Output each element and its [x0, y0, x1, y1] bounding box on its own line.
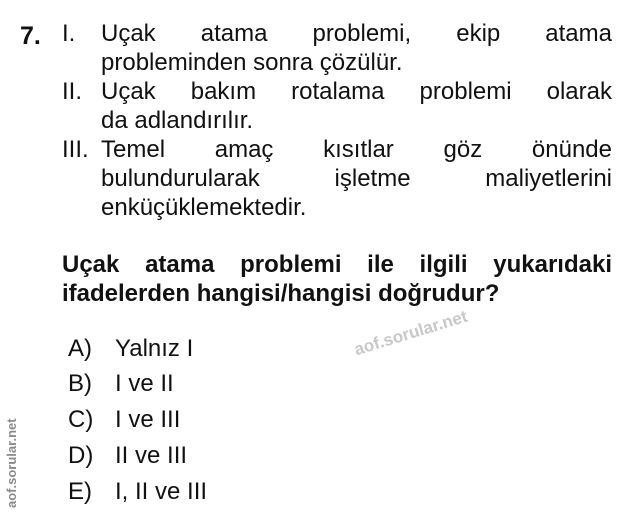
option-b[interactable] [68, 369, 174, 398]
center-watermark: aof.sorular.net [352, 306, 470, 360]
option-d-text: II ve III [115, 442, 188, 469]
option-a[interactable] [68, 334, 193, 363]
statement-2-text [101, 77, 612, 135]
statement-1-text [101, 19, 612, 77]
statement-2-line-2: da adlandırılır. [101, 107, 254, 134]
option-e[interactable] [68, 477, 207, 506]
statement-1-line-2: probleminden sonra çözülür. [101, 49, 403, 76]
option-c-letter: C) [68, 406, 94, 433]
side-watermark: aof.sorular.net [4, 418, 19, 508]
statement-3-line-1: Temel amaç kısıtlar göz önünde [101, 136, 612, 163]
question-stem [62, 250, 612, 308]
question-stem-line-1: Uçak atama problemi ile ilgili yukarıdaki [62, 251, 612, 278]
option-b-letter: B) [68, 370, 92, 397]
option-b-text: I ve II [115, 370, 174, 397]
question-number: 7. [20, 22, 41, 50]
statement-3-line-2: bulundurularak işletme maliyetlerini [101, 165, 612, 192]
option-d-letter: D) [68, 442, 94, 469]
option-c[interactable] [68, 405, 180, 434]
option-e-text: I, II ve III [115, 478, 208, 505]
statement-1-line-1: Uçak atama problemi, ekip atama [101, 20, 612, 47]
statement-2-line-1: Uçak bakım rotalama problemi olarak [101, 78, 612, 105]
statement-3-line-3: enküçüklemektedir. [101, 194, 307, 221]
option-a-text: Yalnız I [115, 335, 194, 362]
statement-1-roman: I. [62, 20, 76, 47]
option-a-letter: A) [68, 335, 92, 362]
statement-3-text [101, 135, 612, 222]
question-stem-line-2: ifadelerden hangisi/hangisi doğrudur? [62, 280, 500, 307]
option-c-text: I ve III [115, 406, 181, 433]
option-e-letter: E) [68, 478, 92, 505]
option-d[interactable] [68, 441, 187, 470]
statement-3-roman: III. [62, 136, 89, 163]
statement-2-roman: II. [62, 78, 83, 105]
